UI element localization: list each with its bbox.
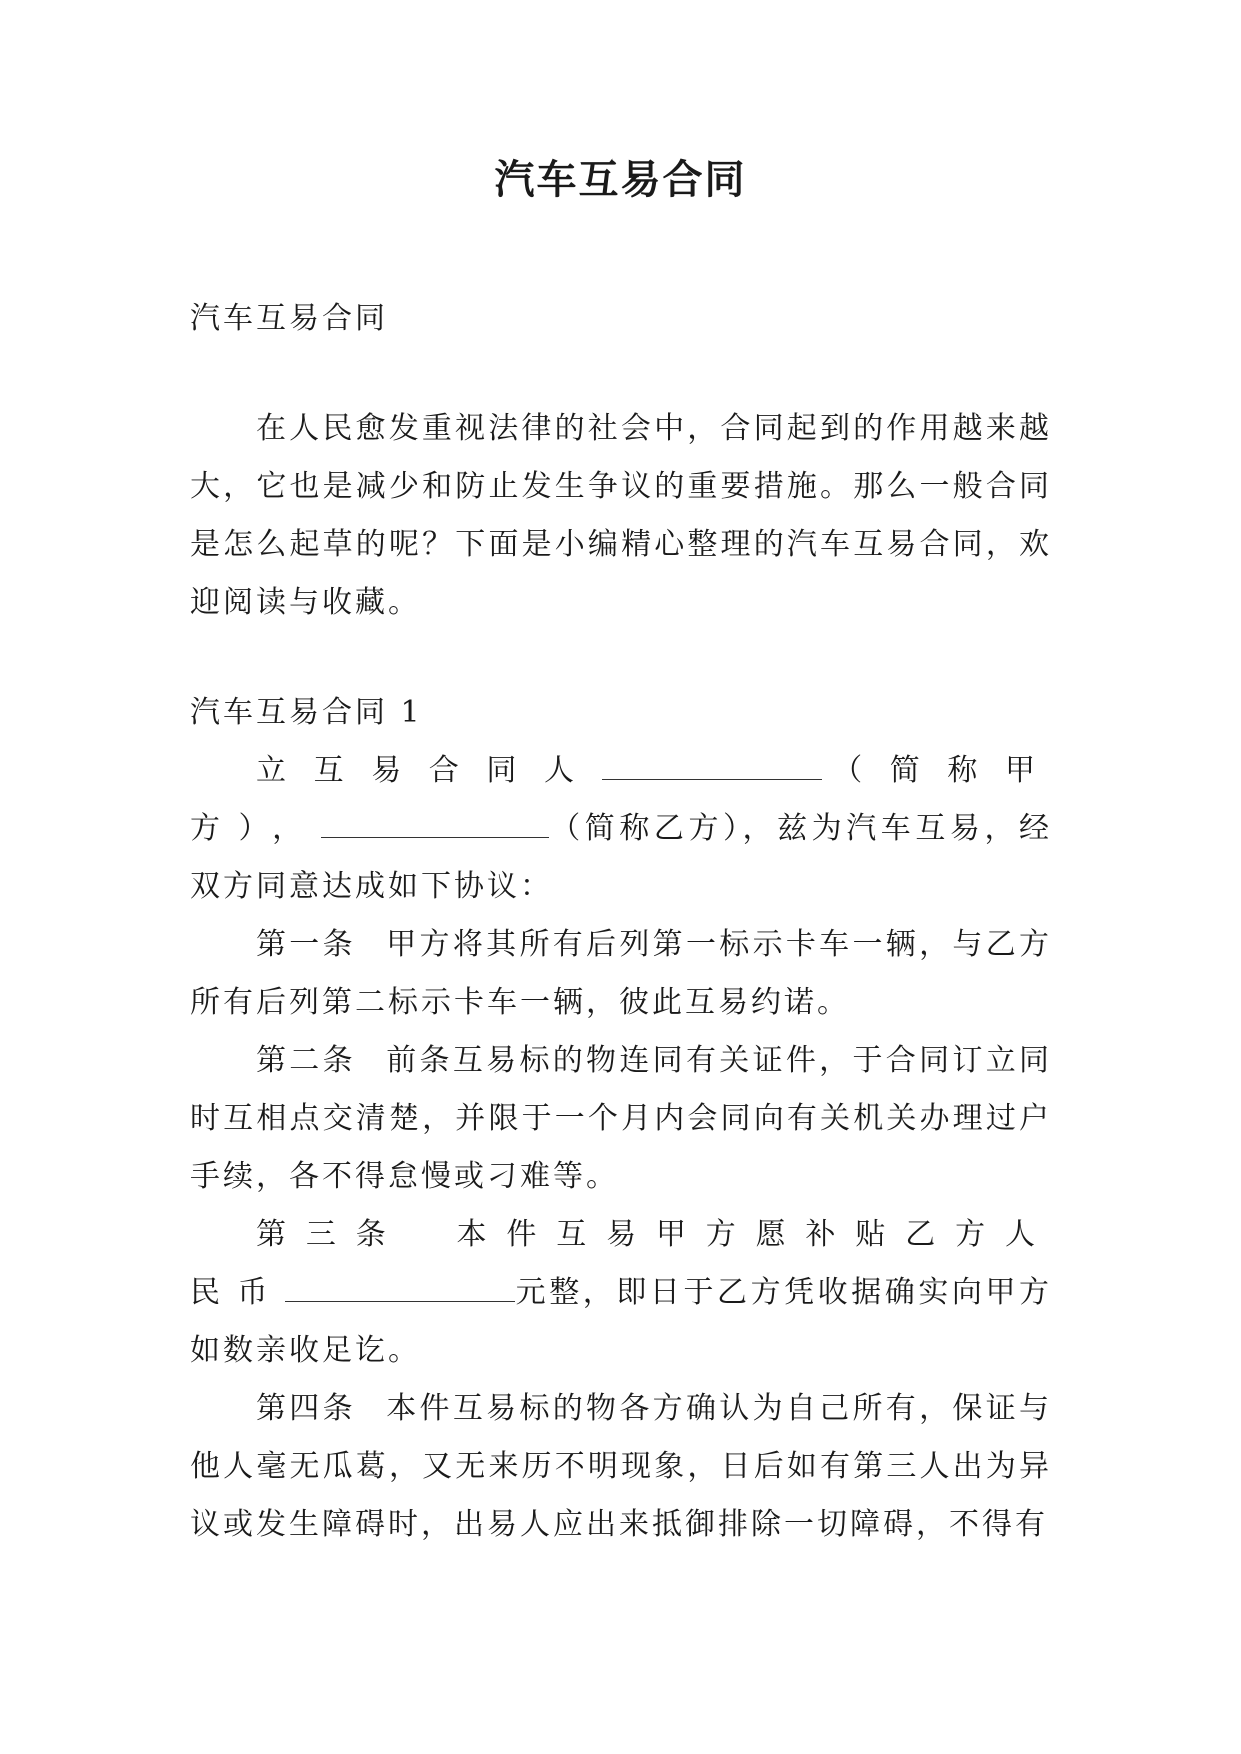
preamble-party-a: （简称甲方）， (190, 753, 1053, 846)
document-title: 汽车互易合同 (494, 156, 747, 203)
article-3-text-after: 元整，即日于乙方凭收据确实向甲方如数亲收足讫。 (190, 1275, 1053, 1368)
preamble-party-b: （简称乙方），兹为汽车互易，经双方同意达成如下协议： (190, 811, 1053, 904)
article-1 (190, 916, 1052, 1032)
article-4-text: 本件互易标的物各方确认为自己所有，保证与他人毫无瓜葛，又无来历不明现象，日后如有第三人出为异议或发生障碍时，出易人应出来抵御排除一切障碍，不得有 (190, 1391, 1053, 1542)
amount-blank (285, 1271, 515, 1302)
article-2-text: 前条互易标的物连同有关证件，于合同订立同时互相点交清楚，并限于一个月内会同向有关机关办理过户手续，各不得怠慢或刁难等。 (190, 1043, 1053, 1194)
preamble-paragraph (190, 742, 1052, 916)
article-1-heading: 第一条 (256, 927, 356, 962)
preamble-lead: 立互易合同人 (256, 753, 602, 788)
article-2-heading: 第二条 (256, 1043, 356, 1078)
article-2 (190, 1032, 1052, 1206)
intro-paragraph: 在人民愈发重视法律的社会中，合同起到的作用越来越大，它也是减少和防止发生争议的重要措施。那么一般合同是怎么起草的呢？下面是小编精心整理的汽车互易合同，欢迎阅读与收藏。 (190, 411, 1052, 620)
article-4-heading: 第四条 (256, 1391, 356, 1426)
article-4 (190, 1380, 1052, 1554)
document-subtitle: 汽车互易合同 (190, 301, 388, 336)
section-title: 汽车互易合同 1 (190, 695, 423, 730)
article-3-heading: 第三条 (256, 1217, 406, 1252)
article-1-text: 甲方将其所有后列第一标示卡车一辆，与乙方所有后列第二标示卡车一辆，彼此互易约诺。 (190, 927, 1053, 1020)
party-a-blank (602, 749, 822, 780)
article-3-text-before: 本件互易甲方愿补贴乙方人民币 (190, 1217, 1053, 1310)
party-b-blank (321, 807, 549, 838)
document-body (190, 290, 1052, 1554)
article-3 (190, 1206, 1052, 1380)
